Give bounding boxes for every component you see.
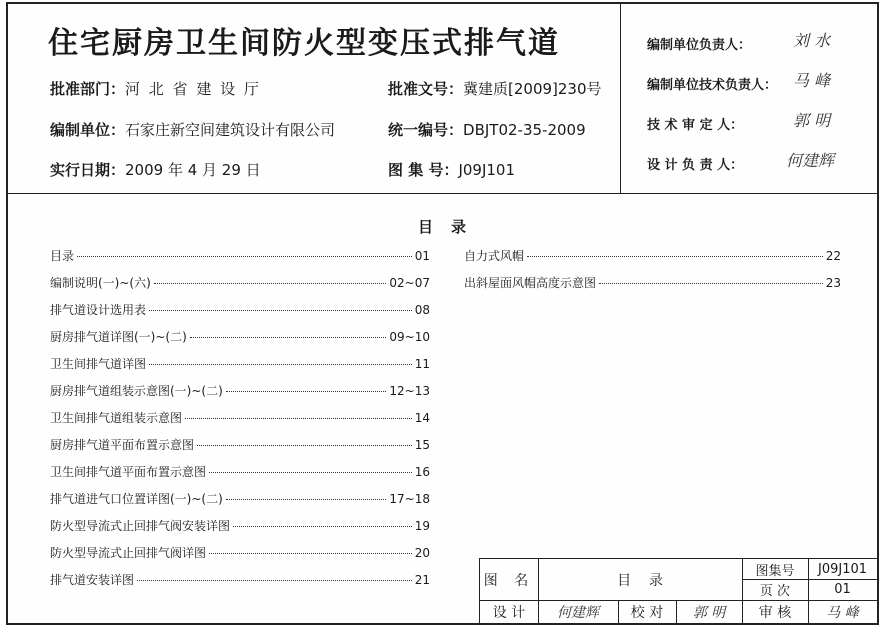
compiler <box>50 119 335 140</box>
sign-label: 设 计 负 责 人： <box>647 158 744 173</box>
toc-entry-page: 12~13 <box>389 384 430 398</box>
effective-value: 2009 年 4 月 29 日 <box>125 161 261 179</box>
toc-heading: 目录 <box>418 218 485 236</box>
toc-entry-title: 防火型导流式止回排气阀详图 <box>50 546 207 560</box>
toc-entry-title: 厨房排气道组装示意图(一)~(二) <box>50 384 223 398</box>
toc-entry-page: 22 <box>825 249 841 263</box>
atlas-no-label: 图 集 号： <box>388 161 459 179</box>
toc-entry-page: 19 <box>414 519 430 533</box>
toc-entry-page: 16 <box>414 465 430 479</box>
toc-entry[interactable] <box>50 355 430 372</box>
effective-date <box>50 159 261 180</box>
toc-entry-title: 出斜屋面风帽高度示意图 <box>464 276 597 290</box>
toc-leader <box>599 283 823 284</box>
sign-row-design-head <box>647 154 743 173</box>
design-label: 设 计 <box>492 604 526 621</box>
signature-design-head: 何建辉 <box>786 151 835 170</box>
unified-no-value: DBJT02-35-2009 <box>463 121 586 139</box>
review-label: 审 核 <box>758 604 792 621</box>
toc-leader <box>209 553 412 554</box>
toc-entry-title: 卫生间排气道平面布置示意图 <box>50 465 207 479</box>
atlas-no-value: J09J101 <box>458 161 516 179</box>
toc-entry[interactable] <box>50 274 430 291</box>
sign-row-tech-head <box>647 74 777 93</box>
toc-entry-title: 目录 <box>50 249 75 263</box>
effective-label: 实行日期： <box>50 161 126 179</box>
approval-dept <box>50 78 261 99</box>
toc-entry-page: 23 <box>825 276 841 290</box>
toc-entry[interactable] <box>50 571 430 588</box>
toc-leader <box>233 526 412 527</box>
unified-no-label: 统一编号： <box>388 121 464 139</box>
toc-entry-page: 08 <box>414 303 430 317</box>
toc-entry-title: 厨房排气道平面布置示意图 <box>50 438 195 452</box>
proof-label: 校 对 <box>630 604 664 621</box>
toc-leader <box>77 256 412 257</box>
toc-entry-page: 15 <box>414 438 430 452</box>
signature-tech-reviewer: 郭 明 <box>793 111 831 130</box>
toc-leader <box>149 310 412 311</box>
atlas-number <box>388 159 515 180</box>
drawing-sheet <box>6 2 879 625</box>
toc-leader <box>137 580 412 581</box>
signature-unit-head: 刘 水 <box>793 31 831 50</box>
toc-entry[interactable] <box>50 544 430 561</box>
toc-entry[interactable] <box>50 436 430 453</box>
header-block <box>8 4 877 194</box>
sign-label: 编制单位负责人： <box>647 38 752 53</box>
approval-dept-value: 河 北 省 建 设 厅 <box>125 80 261 98</box>
sign-row-tech-reviewer <box>647 114 743 133</box>
drawing-name-value: 目 录 <box>617 572 663 589</box>
approval-doc-label: 批准文号： <box>388 80 464 98</box>
toc-leader <box>154 283 387 284</box>
compiler-value: 石家庄新空间建筑设计有限公司 <box>125 121 336 139</box>
toc-entry[interactable] <box>50 409 430 426</box>
sign-row-unit-head <box>647 34 751 53</box>
toc-entry-page: 21 <box>414 573 430 587</box>
toc-entry[interactable] <box>50 301 430 318</box>
toc-leader <box>185 418 412 419</box>
design-signature: 何建辉 <box>557 604 599 621</box>
proof-signature: 郭 明 <box>692 604 726 621</box>
toc-entry[interactable] <box>50 382 430 399</box>
toc-entry[interactable] <box>50 463 430 480</box>
approval-dept-label: 批准部门： <box>50 80 126 98</box>
toc-entry-page: 02~07 <box>389 276 430 290</box>
signature-tech-head: 马 峰 <box>793 71 831 90</box>
approval-doc <box>388 78 602 99</box>
toc-leader <box>527 256 823 257</box>
toc-leader <box>226 499 387 500</box>
toc-entry-title: 卫生间排气道详图 <box>50 357 147 371</box>
signature-panel <box>620 4 877 194</box>
toc-entry[interactable] <box>50 517 430 534</box>
drawing-name-label: 图 名 <box>483 572 535 589</box>
title-block <box>479 558 877 623</box>
toc-entry-title: 排气道设计选用表 <box>50 303 147 317</box>
page-value: 01 <box>834 582 851 597</box>
toc-leader <box>197 445 412 446</box>
toc-entry-title: 厨房排气道详图(一)~(二) <box>50 330 187 344</box>
document-title: 住宅厨房卫生间防火型变压式排气道 <box>48 26 560 61</box>
toc-entry-page: 20 <box>414 546 430 560</box>
toc-entry-page: 01 <box>414 249 430 263</box>
toc-entry-page: 11 <box>414 357 430 371</box>
toc-entry-title: 卫生间排气道组装示意图 <box>50 411 183 425</box>
toc-entry[interactable] <box>464 247 841 264</box>
toc-entry[interactable] <box>50 328 430 345</box>
sign-label: 技 术 审 定 人： <box>647 118 744 133</box>
atlas-no-value: J09J101 <box>817 561 868 577</box>
unified-number <box>388 119 586 140</box>
sign-label: 编制单位技术负责人： <box>647 78 778 93</box>
approval-doc-value: 冀建质[2009]230号 <box>463 80 602 98</box>
toc-entry-title: 防火型导流式止回排气阀安装详图 <box>50 519 231 533</box>
toc-leader <box>226 391 387 392</box>
compiler-label: 编制单位： <box>50 121 126 139</box>
toc-entry-page: 14 <box>414 411 430 425</box>
toc-entry-page: 09~10 <box>389 330 430 344</box>
toc-entry-page: 17~18 <box>389 492 430 506</box>
toc-entry-title: 自力式风帽 <box>464 249 525 263</box>
atlas-no-label: 图集号 <box>755 563 795 579</box>
toc-entry-title: 排气道安装详图 <box>50 573 135 587</box>
toc-leader <box>190 337 387 338</box>
toc-leader <box>149 364 412 365</box>
toc-entry-title: 编制说明(一)~(六) <box>50 276 151 290</box>
page-label: 页 次 <box>759 584 791 599</box>
toc-entry[interactable] <box>50 490 430 507</box>
toc-entry-title: 排气道进气口位置详图(一)~(二) <box>50 492 223 506</box>
toc-leader <box>209 472 412 473</box>
review-signature: 马 峰 <box>826 604 859 621</box>
toc-entry[interactable] <box>464 274 841 291</box>
toc-entry[interactable] <box>50 247 430 264</box>
